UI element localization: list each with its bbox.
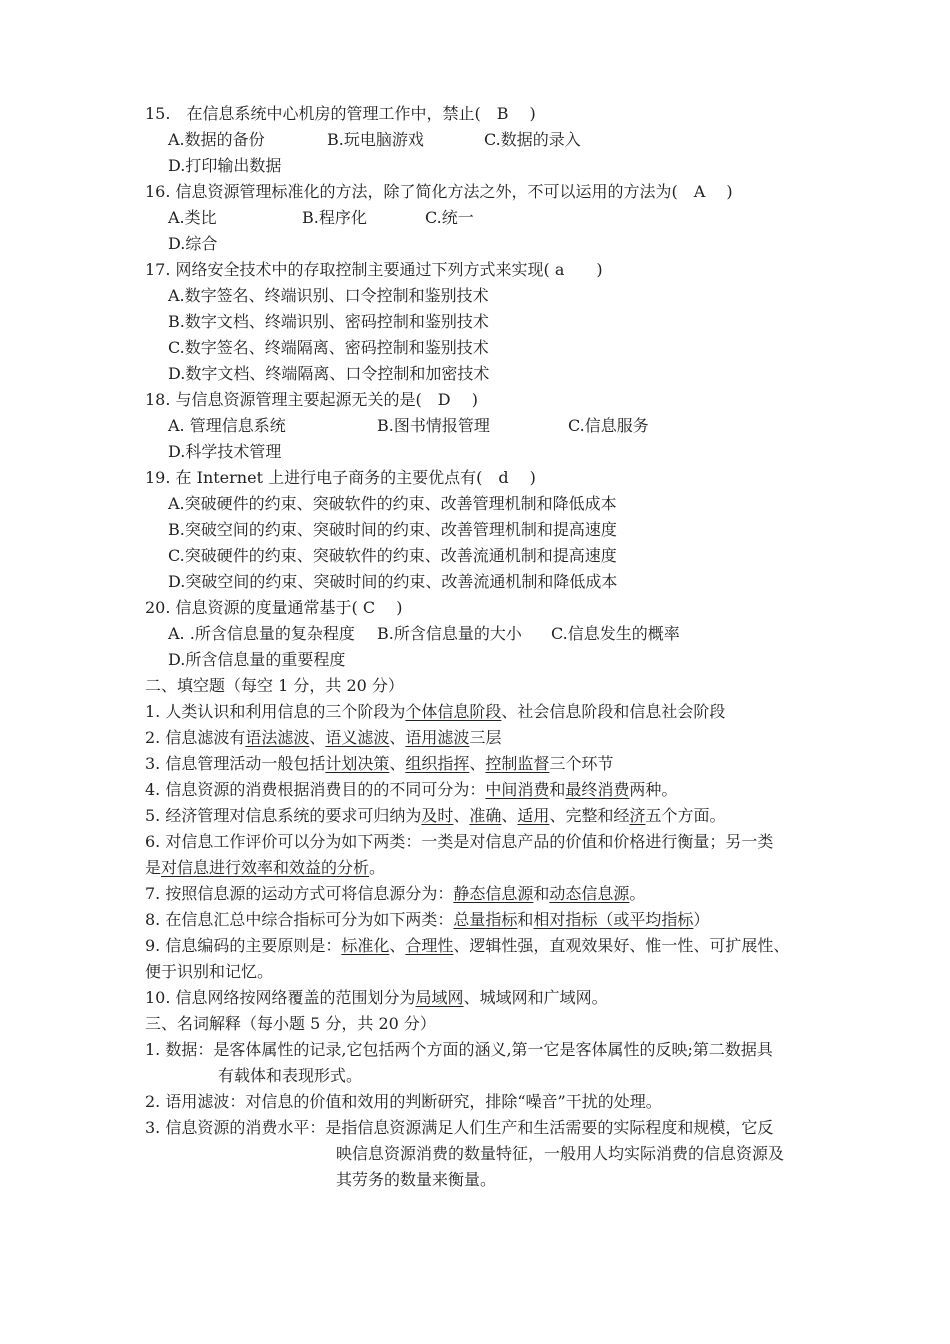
terms-section-title: 三、名词解释（每小题 5 分，共 20 分） xyxy=(145,1014,436,1033)
question-line xyxy=(145,387,825,413)
option: B.数字文档、终端识别、密码控制和鉴别技术 xyxy=(168,312,489,331)
answer-blank: 语义滤波 xyxy=(325,728,390,747)
options-line xyxy=(145,621,825,647)
fill-text: 2. 信息滤波有 xyxy=(145,728,246,747)
fill-line xyxy=(145,881,825,907)
fill-line xyxy=(145,933,825,959)
section-heading xyxy=(145,1011,825,1037)
option: A. .所含信息量的复杂程度 xyxy=(168,624,355,643)
fill-text: 和 xyxy=(533,884,550,903)
option: D.突破空间的约束、突破时间的约束、改善流通机制和降低成本 xyxy=(168,572,618,591)
option: D.所含信息量的重要程度 xyxy=(168,650,346,669)
option: B.突破空间的约束、突破时间的约束、改善管理机制和提高速度 xyxy=(168,520,617,539)
option: C.信息发生的概率 xyxy=(551,624,680,643)
term-text: 2. 语用滤波：对信息的价值和效用的判断研究，排除“噪音”干扰的处理。 xyxy=(145,1092,662,1111)
term-text: 1. 数据：是客体属性的记录,它包括两个方面的涵义,第一它是客体属性的反映;第二数据具 xyxy=(145,1040,773,1059)
option: A.突破硬件的约束、突破软件的约束、改善管理机制和降低成本 xyxy=(168,494,617,513)
answer-blank: 动态信息源 xyxy=(549,884,630,903)
option: C.突破硬件的约束、突破软件的约束、改善流通机制和提高速度 xyxy=(168,546,617,565)
fill-text: 三层 xyxy=(469,728,502,747)
term-text: 映信息资源消费的数量特征，一般用人均实际消费的信息资源及 xyxy=(336,1144,785,1163)
fill-text: 9. 信息编码的主要原则是： xyxy=(145,936,342,955)
question-text: 16. 信息资源管理标准化的方法，除了简化方法之外，不可以运用的方法为( A ) xyxy=(145,182,733,201)
question-line xyxy=(145,101,825,127)
fill-text: 便于识别和记忆。 xyxy=(145,962,274,981)
option: A.类比 xyxy=(168,208,217,227)
option: A.数据的备份 xyxy=(168,130,265,149)
question-text: 15. 在信息系统中心机房的管理工作中，禁止( B ) xyxy=(145,104,536,123)
term-line xyxy=(145,1037,825,1063)
answer-blank: 静态信息源 xyxy=(453,884,534,903)
fill-text: 、社会信息阶段和信息社会阶段 xyxy=(501,702,726,721)
answer-blank: 合理性 xyxy=(405,936,454,955)
option: C.数字签名、终端隔离、密码控制和鉴别技术 xyxy=(168,338,489,357)
term-text: 3. 信息资源的消费水平：是指信息资源满足人们生产和生活需要的实际程度和规模，它反 xyxy=(145,1118,774,1137)
options-line xyxy=(145,413,825,439)
options-line xyxy=(145,309,825,335)
answer-blank: 个体信息阶段 xyxy=(405,702,502,721)
option: B.程序化 xyxy=(302,208,367,227)
question-text: 19. 在 Internet 上进行电子商务的主要优点有( d ) xyxy=(145,468,536,487)
term-line xyxy=(145,1115,825,1141)
answer-blank: 标准化 xyxy=(341,936,390,955)
fill-text: 、 xyxy=(389,728,406,747)
answer-blank: 语法滤波 xyxy=(245,728,310,747)
options-line xyxy=(145,153,825,179)
option: C.统一 xyxy=(425,208,474,227)
answer-blank: 计划决策 xyxy=(325,754,390,773)
fill-line xyxy=(145,777,825,803)
options-line xyxy=(145,647,825,673)
fill-text: 和 xyxy=(549,780,566,799)
fill-text: 是 xyxy=(145,858,162,877)
question-line xyxy=(145,179,825,205)
fill-line xyxy=(145,725,825,751)
question-line xyxy=(145,595,825,621)
options-line xyxy=(145,205,825,231)
fill-section-title: 二、填空题（每空 1 分，共 20 分） xyxy=(145,676,404,695)
option: D.科学技术管理 xyxy=(168,442,282,461)
question-line xyxy=(145,465,825,491)
fill-text: 6. 对信息工作评价可以分为如下两类：一类是对信息产品的价值和价格进行衡量；另一类 xyxy=(145,832,774,851)
term-line xyxy=(145,1141,825,1167)
option: A.数字签名、终端识别、口令控制和鉴别技术 xyxy=(168,286,489,305)
option: B.所含信息量的大小 xyxy=(377,624,522,643)
answer-blank: 适用 xyxy=(517,806,550,825)
answer-blank: 及时 xyxy=(421,806,454,825)
fill-line xyxy=(145,699,825,725)
fill-line xyxy=(145,751,825,777)
question-text: 20. 信息资源的度量通常基于( C ) xyxy=(145,598,403,617)
answer-blank: 中间消费 xyxy=(485,780,550,799)
answer-blank: 语用滤波 xyxy=(405,728,470,747)
question-text: 18. 与信息资源管理主要起源无关的是( D ) xyxy=(145,390,478,409)
option: C.数据的录入 xyxy=(484,130,581,149)
term-line xyxy=(145,1167,825,1193)
term-line xyxy=(145,1063,825,1089)
document-page xyxy=(145,101,825,1193)
fill-line xyxy=(145,907,825,933)
fill-text: 4. 信息资源的消费根据消费目的的不同可分为： xyxy=(145,780,486,799)
answer-blank: 控制监督 xyxy=(485,754,550,773)
answer-blank: 济 xyxy=(629,806,646,825)
answer-blank: 准确 xyxy=(469,806,502,825)
fill-text: 、城域网和广域网。 xyxy=(463,988,608,1007)
fill-text: 5. 经济管理对信息系统的要求可归纳为 xyxy=(145,806,422,825)
term-text: 有载体和表现形式。 xyxy=(218,1066,363,1085)
options-line xyxy=(145,283,825,309)
question-text: 17. 网络安全技术中的存取控制主要通过下列方式来实现( a ) xyxy=(145,260,603,279)
fill-text: 10. 信息网络按网络覆盖的范围划分为 xyxy=(145,988,416,1007)
fill-text: 1. 人类认识和利用信息的三个阶段为 xyxy=(145,702,406,721)
option: A. 管理信息系统 xyxy=(168,416,286,435)
options-line xyxy=(145,361,825,387)
section-heading xyxy=(145,673,825,699)
fill-text: 7. 按照信息源的运动方式可将信息源分为： xyxy=(145,884,454,903)
fill-text: 两种。 xyxy=(629,780,678,799)
answer-blank: 最终消费 xyxy=(565,780,630,799)
fill-text: 和 xyxy=(517,910,534,929)
fill-text: 3. 信息管理活动一般包括 xyxy=(145,754,326,773)
options-line xyxy=(145,543,825,569)
fill-line xyxy=(145,829,825,855)
answer-blank: 局域网 xyxy=(415,988,464,1007)
options-line xyxy=(145,231,825,257)
fill-line xyxy=(145,855,825,881)
option: B.图书情报管理 xyxy=(377,416,490,435)
option: C.信息服务 xyxy=(568,416,649,435)
fill-text: 、逻辑性强，直观效果好、惟一性、可扩展性、 xyxy=(453,936,790,955)
answer-blank: 总量指标 xyxy=(453,910,518,929)
option: B.玩电脑游戏 xyxy=(327,130,424,149)
fill-text: 。 xyxy=(629,884,646,903)
option: D.综合 xyxy=(168,234,218,253)
fill-text: 三个环节 xyxy=(549,754,614,773)
options-line xyxy=(145,517,825,543)
answer-blank: 对信息进行效率和效益的分析 xyxy=(161,858,370,877)
options-line xyxy=(145,491,825,517)
options-line xyxy=(145,569,825,595)
fill-text: 、 xyxy=(469,754,486,773)
options-line xyxy=(145,335,825,361)
term-line xyxy=(145,1089,825,1115)
question-line xyxy=(145,257,825,283)
fill-text: 五个方面。 xyxy=(645,806,726,825)
option: D.数字文档、终端隔离、口令控制和加密技术 xyxy=(168,364,490,383)
answer-blank: 组织指挥 xyxy=(405,754,470,773)
fill-text: 、 xyxy=(309,728,326,747)
option: D.打印输出数据 xyxy=(168,156,282,175)
fill-text: 、 xyxy=(389,936,406,955)
fill-line xyxy=(145,803,825,829)
answer-blank: 相对指标（或平均指标 xyxy=(533,910,694,929)
fill-text: 、完整和经 xyxy=(549,806,630,825)
fill-text: 、 xyxy=(501,806,518,825)
fill-line xyxy=(145,985,825,1011)
fill-text: 8. 在信息汇总中综合指标可分为如下两类： xyxy=(145,910,454,929)
options-line xyxy=(145,439,825,465)
fill-line xyxy=(145,959,825,985)
fill-text: 、 xyxy=(453,806,470,825)
fill-text: 、 xyxy=(389,754,406,773)
fill-text: 。 xyxy=(369,858,386,877)
term-text: 其劳务的数量来衡量。 xyxy=(336,1170,497,1189)
options-line xyxy=(145,127,825,153)
fill-text: ） xyxy=(693,910,710,929)
